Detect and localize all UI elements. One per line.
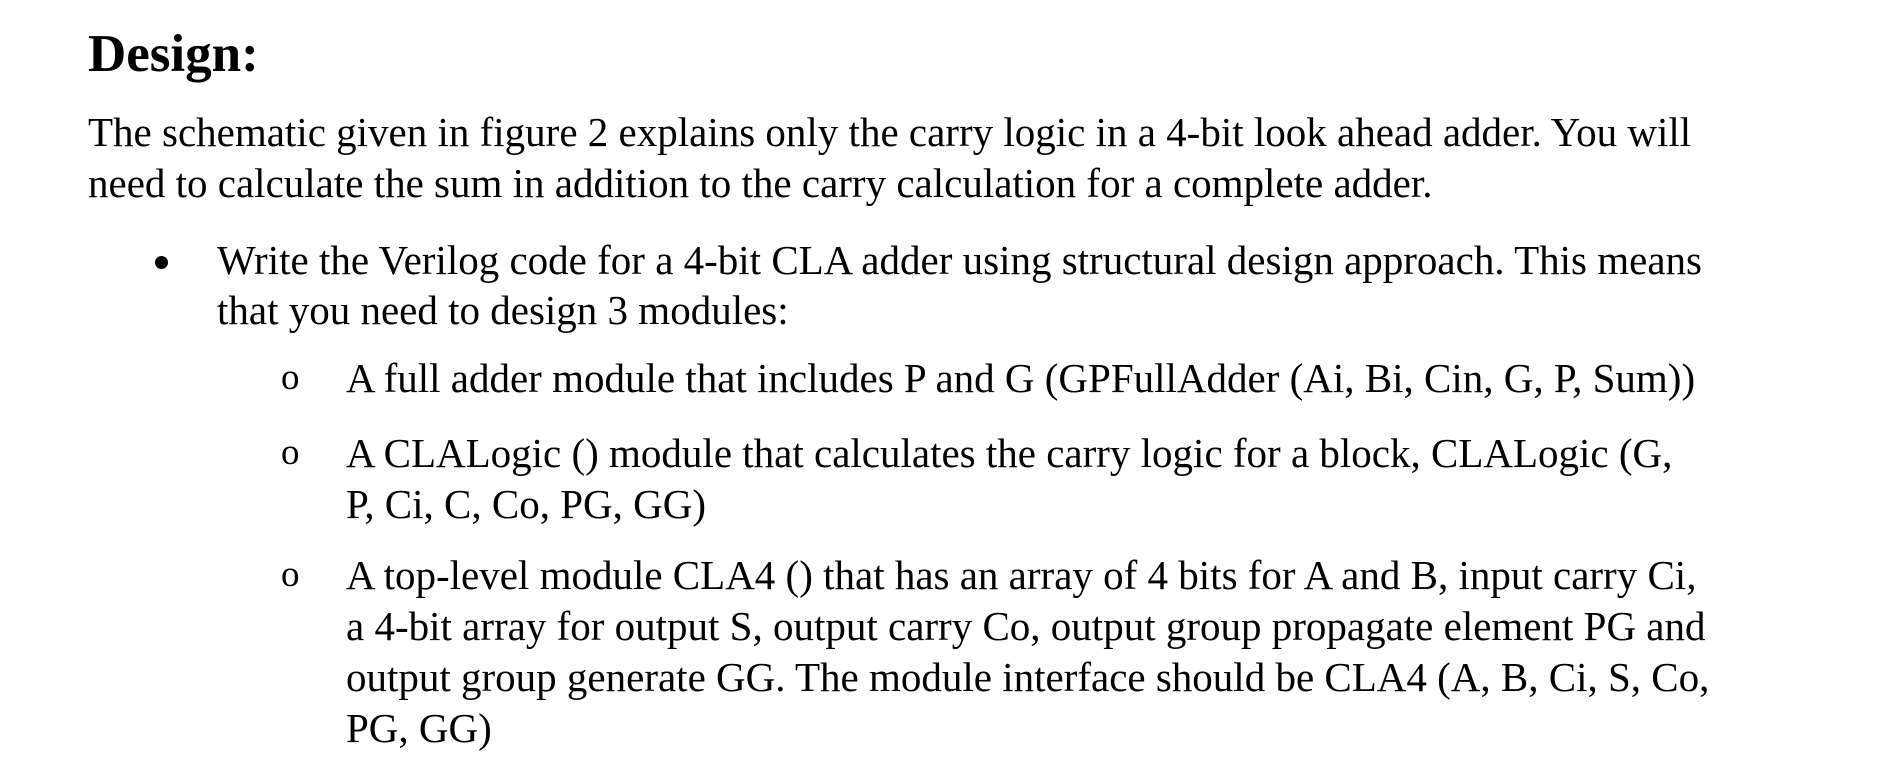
- sub-item-line: A full adder module that includes P and G (GPFullAdder (Ai, Bi, Cin, G, P, Sum)): [346, 355, 1696, 401]
- sub-item-text: [346, 550, 1709, 754]
- intro-paragraph: [88, 107, 1788, 209]
- intro-line: The schematic given in figure 2 explains only the carry logic in a 4-bit look ahead adder. You will: [88, 109, 1692, 155]
- sub-item-line: PG, GG): [346, 705, 492, 751]
- sub-item-line: A CLALogic () module that calculates the carry logic for a block, CLALogic (G,: [346, 430, 1673, 476]
- sub-bullet-icon: o: [281, 357, 300, 398]
- bullet-line: Write the Verilog code for a 4-bit CLA adder using structural design approach. This means: [217, 237, 1702, 283]
- sub-bullet-icon: o: [281, 432, 300, 473]
- section-heading: Design:: [88, 25, 259, 83]
- sub-item-text: [346, 428, 1672, 530]
- bullet-text: [217, 235, 1702, 335]
- sub-item-line: a 4-bit array for output S, output carry Co, output group propagate element PG and: [346, 603, 1706, 649]
- bullet-line: that you need to design 3 modules:: [217, 287, 789, 333]
- sub-item-text: [346, 353, 1695, 404]
- bullet-dot-icon: [155, 256, 168, 269]
- sub-bullet-icon: o: [281, 554, 300, 595]
- sub-item-line: P, Ci, C, Co, PG, GG): [346, 481, 706, 527]
- sub-item-line: output group generate GG. The module interface should be CLA4 (A, B, Ci, S, Co,: [346, 654, 1710, 700]
- intro-line: need to calculate the sum in addition to the carry calculation for a complete adder.: [88, 160, 1433, 206]
- sub-item-line: A top-level module CLA4 () that has an array of 4 bits for A and B, input carry Ci,: [346, 552, 1697, 598]
